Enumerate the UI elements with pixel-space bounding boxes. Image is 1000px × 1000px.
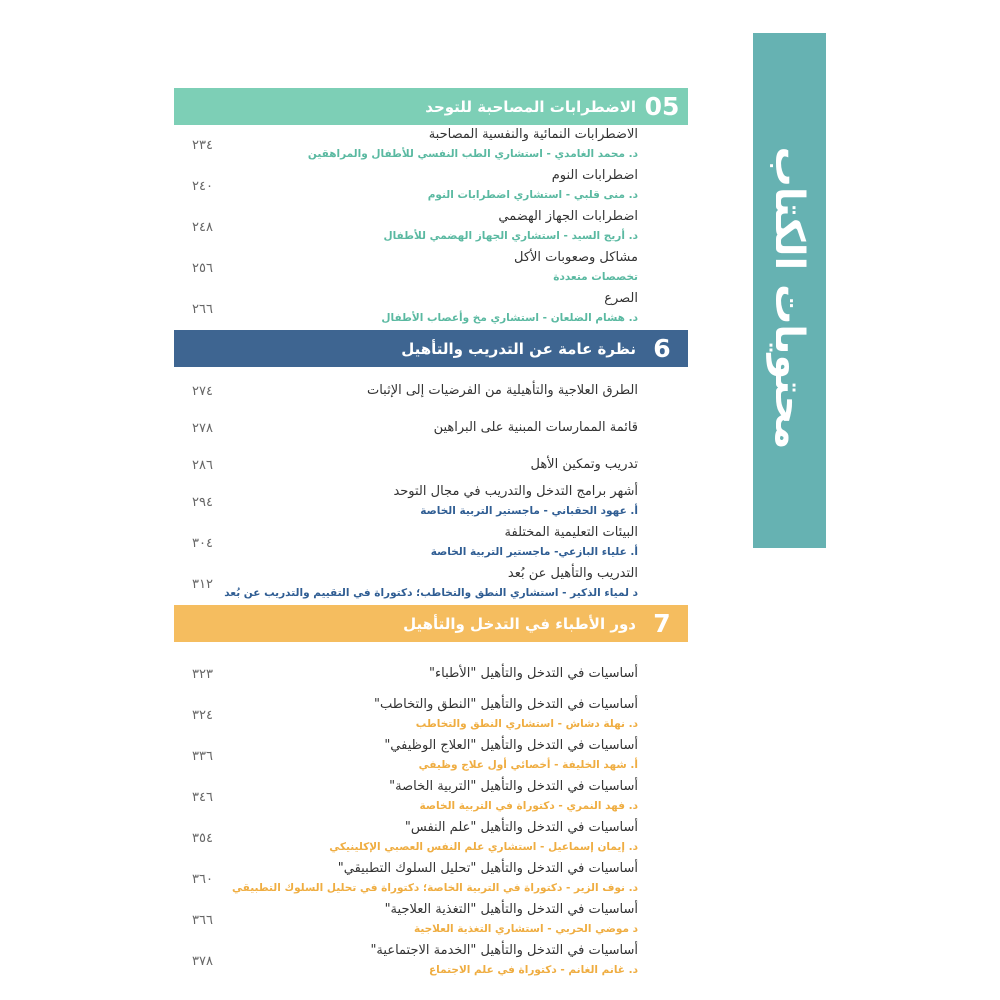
entry-page-number: ٣٦٦ (192, 913, 213, 928)
entry-title: البيئات التعليمية المختلفة (504, 525, 638, 540)
entry-author: د. إيمان إسماعيل - استشاري علم النفس العصبي الإكلينيكي (329, 841, 638, 853)
page-title: محتويات الكتاب (766, 146, 812, 450)
entry-page-number: ٢٤٠ (192, 179, 213, 194)
entry-title: الاضطرابات النمائية والنفسية المصاحبة (428, 127, 638, 142)
entry-author: تخصصات متعددة (553, 271, 638, 283)
toc-entry[interactable] (174, 654, 688, 695)
entry-title: قائمة الممارسات المبنية على البراهين (433, 420, 638, 435)
section-number: 6 (653, 334, 671, 363)
toc-entry[interactable] (174, 523, 688, 564)
entry-title: أساسيات في التدخل والتأهيل "علم النفس" (404, 820, 638, 835)
entry-page-number: ٢٨٦ (192, 458, 213, 473)
toc-entry[interactable] (174, 445, 688, 482)
entry-author: د. نهلة دشاش - استشاري النطق والتخاطب (415, 718, 638, 730)
entry-title: اضطرابات النوم (551, 168, 638, 183)
toc-entry[interactable] (174, 289, 688, 330)
entry-title: اضطرابات الجهاز الهضمي (498, 209, 638, 224)
entry-page-number: ٢٦٦ (192, 302, 213, 317)
toc-entry[interactable] (174, 564, 688, 605)
entry-page-number: ٣١٢ (192, 577, 213, 592)
entry-author: د لمياء الذكير - استشاري النطق والتخاطب؛ دكتوراة في التقييم والتدريب عن بُعد (224, 587, 638, 599)
section-header-05 (174, 88, 688, 125)
entry-title: أساسيات في التدخل والتأهيل "العلاج الوظيفي" (384, 738, 638, 753)
entry-title: أساسيات في التدخل والتأهيل "تحليل السلوك التطبيقي" (337, 861, 638, 876)
entry-title: مشاكل وصعوبات الأكل (513, 250, 638, 265)
section-number: 7 (653, 609, 671, 638)
section-title: الاضطرابات المصاحبة للتوحد (425, 97, 636, 116)
entry-author: د. فهد النمري - دكتوراة في التربية الخاصة (419, 800, 638, 812)
entry-author: د. منى قلبي - استشاري اضطرابات النوم (427, 189, 638, 201)
toc-entry[interactable] (174, 859, 688, 900)
entry-author: د. محمد الغامدي - استشاري الطب النفسي للأطفال والمراهقين (307, 148, 638, 160)
entry-title: أساسيات في التدخل والتأهيل "الأطباء" (429, 666, 638, 681)
entry-page-number: ٣٤٦ (192, 790, 213, 805)
entry-title: تدريب وتمكين الأهل (530, 457, 638, 472)
entry-page-number: ٣٥٤ (192, 831, 213, 846)
table-of-contents (174, 88, 688, 982)
entry-page-number: ٣٧٨ (192, 954, 213, 969)
entry-title: أساسيات في التدخل والتأهيل "التغذية العلاجية" (384, 902, 638, 917)
toc-entry[interactable] (174, 900, 688, 941)
entry-author: د. غانم الغانم - دكتوراة في علم الاجتماع (428, 964, 638, 976)
entry-page-number: ٢٥٦ (192, 261, 213, 276)
section-title: نظرة عامة عن التدريب والتأهيل (401, 339, 636, 358)
entry-page-number: ٣٣٦ (192, 749, 213, 764)
section-header-7 (174, 605, 688, 642)
toc-entry[interactable] (174, 941, 688, 982)
toc-entry[interactable] (174, 818, 688, 859)
toc-entry[interactable] (174, 408, 688, 445)
toc-entry[interactable] (174, 736, 688, 777)
entry-page-number: ٣٠٤ (192, 536, 213, 551)
entry-title: الطرق العلاجية والتأهيلية من الفرضيات إلى الإثبات (366, 383, 638, 398)
section-title: دور الأطباء في التدخل والتأهيل (403, 614, 636, 633)
toc-entry[interactable] (174, 207, 688, 248)
section-number: 05 (644, 92, 680, 121)
toc-entry[interactable] (174, 371, 688, 408)
toc-entry[interactable] (174, 248, 688, 289)
entry-author: أ. عهود الحقباني - ماجستير التربية الخاصة (420, 505, 638, 517)
toc-entry[interactable] (174, 166, 688, 207)
entry-author: د. هشام الضلعان - استشاري مخ وأعصاب الأطفال (381, 312, 638, 324)
entry-page-number: ٣٢٤ (192, 708, 213, 723)
entry-title: أشهر برامج التدخل والتدريب في مجال التوحد (393, 484, 638, 499)
toc-entry[interactable] (174, 777, 688, 818)
entry-author: أ. شهد الخليفة - أخصائي أول علاج وظيفي (418, 759, 638, 771)
entry-author: أ. علياء البازعي- ماجستير التربية الخاصة (430, 546, 638, 558)
entry-page-number: ٢٧٨ (192, 421, 213, 436)
entry-author: د موضي الحربي - استشاري التغذية العلاجية (413, 923, 638, 935)
toc-entry[interactable] (174, 695, 688, 736)
section-header-6 (174, 330, 688, 367)
toc-entry[interactable] (174, 482, 688, 523)
entry-title: أساسيات في التدخل والتأهيل "التربية الخاصة" (389, 779, 638, 794)
entry-page-number: ٢٤٨ (192, 220, 213, 235)
toc-entry[interactable] (174, 125, 688, 166)
entry-page-number: ٢٣٤ (192, 138, 213, 153)
entry-title: أساسيات في التدخل والتأهيل "الخدمة الاجتماعية" (370, 943, 638, 958)
entry-page-number: ٢٧٤ (192, 384, 213, 399)
entry-title: الصرع (604, 291, 638, 306)
entry-author: د. نوف الزير - دكتوراة في التربية الخاصة؛ دكتوراة في تحليل السلوك التطبيقي (232, 882, 638, 894)
entry-author: د. أريج السيد - استشاري الجهاز الهضمي للأطفال (383, 230, 638, 242)
entry-page-number: ٢٩٤ (192, 495, 213, 510)
entry-page-number: ٣٦٠ (192, 872, 213, 887)
entry-title: التدريب والتأهيل عن بُعد (507, 566, 638, 581)
entry-title: أساسيات في التدخل والتأهيل "النطق والتخاطب" (374, 697, 638, 712)
entry-page-number: ٣٢٣ (192, 667, 213, 682)
